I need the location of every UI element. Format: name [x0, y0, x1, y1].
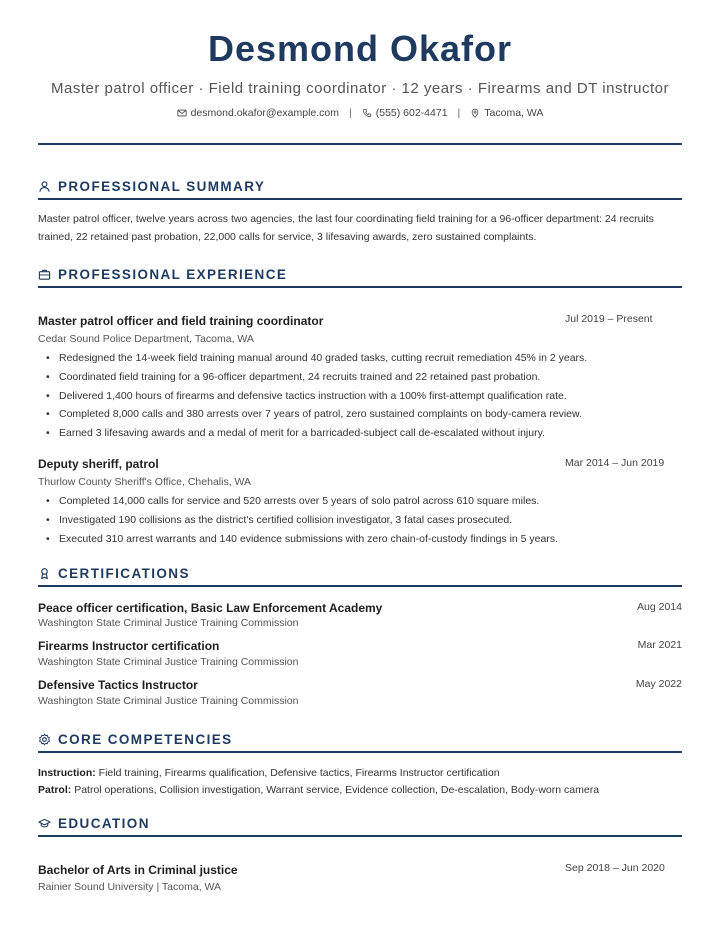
contact-location-text: Tacoma, WA [484, 107, 544, 119]
job-date: Jul 2019 – Present [565, 313, 653, 325]
contact-bar [38, 107, 682, 119]
contact-phone-text: (555) 602-4471 [375, 107, 448, 119]
contact-email-text: desmond.okafor@example.com [190, 107, 339, 119]
contact-separator: | [457, 107, 461, 119]
section-header-competencies [38, 731, 682, 753]
competency-value: Patrol operations, Collision investigation, Warrant service, Evidence collection, De-escalation, Body-worn camera [74, 784, 600, 796]
cert-issuer: Washington State Criminal Justice Training Commission [38, 695, 299, 707]
section-title-experience: PROFESSIONAL EXPERIENCE [58, 266, 288, 282]
job-title: Master patrol officer and field training coordinator [38, 314, 324, 328]
section-title-education: EDUCATION [58, 815, 150, 831]
competency-label: Instruction: [38, 767, 96, 779]
degree-name: Bachelor of Arts in Criminal justice [38, 863, 238, 877]
job-bullets [38, 492, 682, 548]
summary-text: Master patrol officer, twelve years across two agencies, the last four coordinating field training for a 96-officer department: 24 recruits trained, 22 retained past probation, 22,000 calls for service, 3 lifesaving awards, zero sustained complaints. [38, 213, 654, 243]
graduation-cap-icon [38, 817, 51, 830]
school-name: Rainier Sound University | Tacoma, WA [38, 881, 222, 893]
person-icon [38, 180, 51, 193]
job-bullet: • Completed 14,000 calls for service and 520 arrests over 5 years of solo patrol across 610 square miles. [38, 492, 682, 511]
job-bullets [38, 349, 682, 443]
award-ribbon-icon [38, 567, 51, 580]
cert-issuer: Washington State Criminal Justice Training Commission [38, 656, 299, 668]
job-organization: Thurlow County Sheriff's Office, Chehalis, WA [38, 476, 252, 488]
competency-value: Field training, Firearms qualification, Defensive tactics, Firearms Instructor certification [98, 767, 500, 779]
job-bullet: • Delivered 1,400 hours of firearms and defensive tactics instruction with a 100% first-attempt qualification rate. [38, 387, 682, 406]
location-pin-icon [470, 108, 480, 118]
competency-label: Patrol: [38, 784, 72, 796]
education-date: Sep 2018 – Jun 2020 [565, 862, 665, 874]
cert-issuer: Washington State Criminal Justice Training Commission [38, 617, 299, 629]
header-divider [38, 143, 682, 145]
cert-date: Mar 2021 [637, 639, 682, 651]
candidate-tagline: Master patrol officer · Field training coordinator · 12 years · Firearms and DT instructor [51, 80, 669, 97]
contact-phone[interactable] [362, 107, 448, 119]
section-header-experience [38, 266, 682, 288]
job-organization: Cedar Sound Police Department, Tacoma, WA [38, 333, 254, 345]
envelope-icon [177, 108, 187, 118]
contact-email[interactable] [177, 107, 339, 119]
competency-row [38, 784, 599, 796]
section-header-summary [38, 178, 682, 200]
job-date: Mar 2014 – Jun 2019 [565, 457, 665, 469]
cert-name: Peace officer certification, Basic Law Enforcement Academy [38, 601, 383, 615]
cert-name: Firearms Instructor certification [38, 639, 220, 653]
contact-separator: | [349, 107, 352, 119]
cert-date: Aug 2014 [637, 601, 682, 613]
briefcase-icon [38, 268, 51, 281]
contact-location [470, 107, 543, 119]
gear-icon [38, 733, 51, 746]
job-bullet: • Earned 3 lifesaving awards and a medal of merit for a barricaded-subject call de-escalated without injury. [38, 424, 682, 443]
section-title-certifications: CERTIFICATIONS [58, 565, 190, 581]
cert-date: May 2022 [635, 678, 682, 690]
section-title-competencies: CORE COMPETENCIES [58, 731, 233, 747]
section-header-certifications [38, 565, 682, 587]
job-bullet: • Investigated 190 collisions as the district's certified collision investigator, 3 fatal cases prosecuted. [38, 511, 682, 530]
job-bullet: • Executed 310 arrest warrants and 140 evidence submissions with zero chain-of-custody findings in 5 years. [38, 530, 682, 549]
job-bullet: • Completed 8,000 calls and 380 arrests over 7 years of patrol, zero sustained complaints on body-camera review. [38, 405, 682, 424]
section-title-summary: PROFESSIONAL SUMMARY [58, 178, 266, 194]
phone-icon [362, 108, 372, 118]
job-bullet: • Coordinated field training for a 96-officer department, 24 recruits trained and 22 retained past probation. [38, 368, 682, 387]
section-header-education [38, 815, 682, 837]
job-bullet: • Redesigned the 14-week field training manual around 40 graded tasks, cutting recruit remediation 45% in 2 years. [38, 349, 682, 368]
candidate-name: Desmond Okafor [207, 28, 513, 69]
competency-row [38, 767, 500, 779]
job-title: Deputy sheriff, patrol [38, 457, 159, 471]
cert-name: Defensive Tactics Instructor [38, 678, 198, 692]
